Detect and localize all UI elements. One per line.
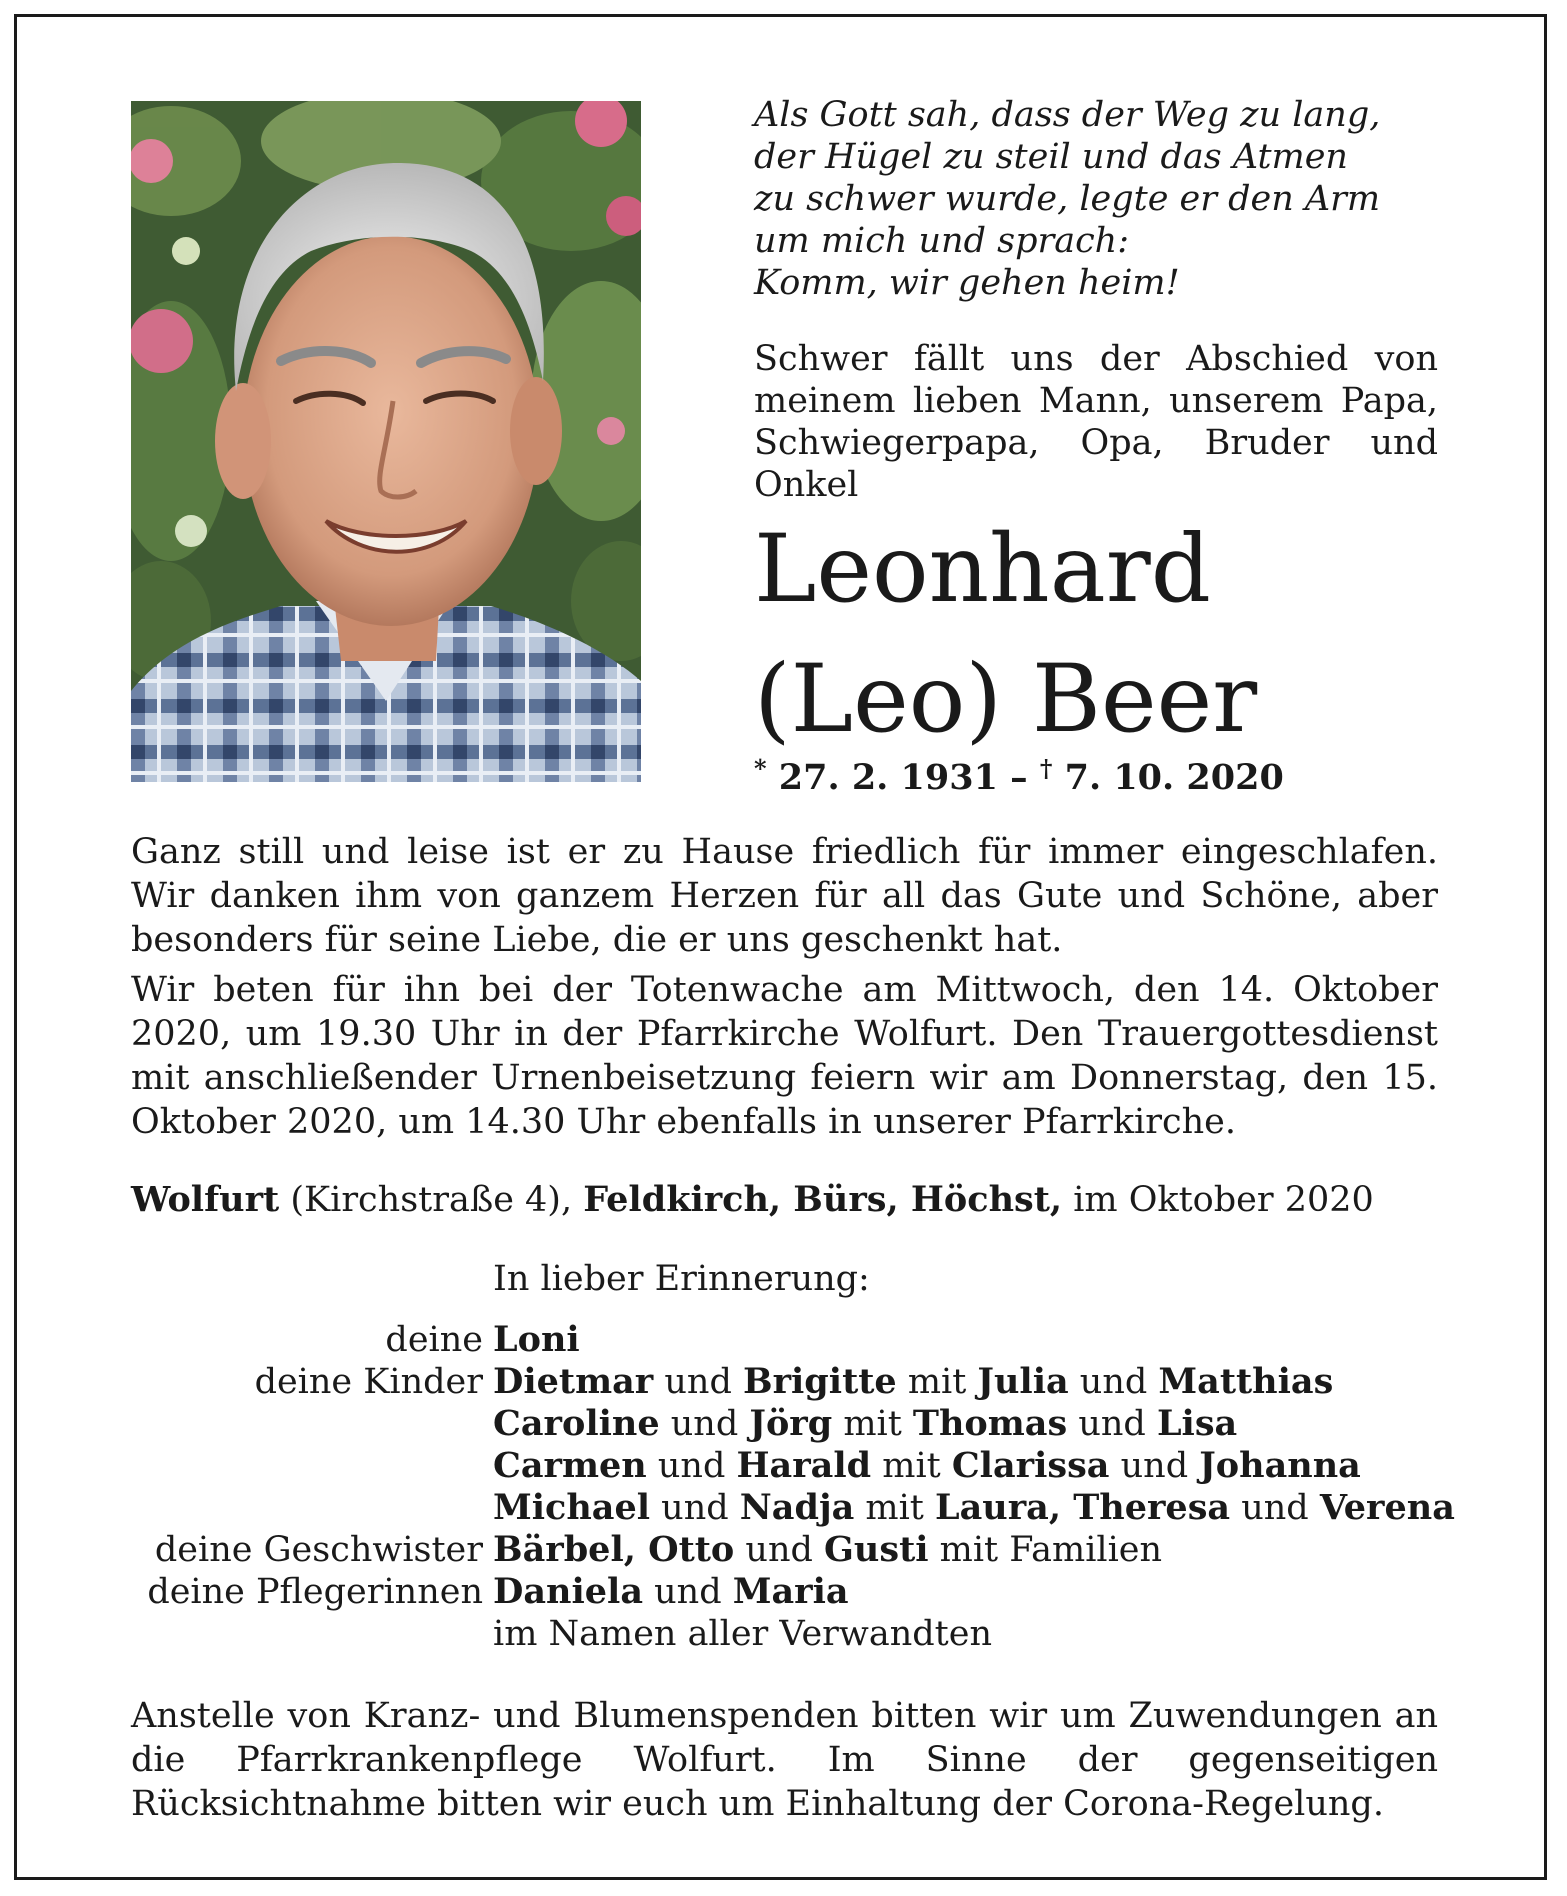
place-town: Wolfurt	[131, 1179, 280, 1220]
mourner-name: Johanna	[1199, 1445, 1361, 1486]
relation-label: deine Geschwister	[154, 1530, 483, 1570]
mourner-name: Gusti	[824, 1529, 929, 1570]
mourner-name: Loni	[493, 1319, 580, 1360]
paragraph-passing: Ganz still und leise ist er zu Hause friedlich für immer eingeschlafen. Wir danken ihm von ganzem Herzen für all das Gute und Schöne, aber besonders für seine Liebe, die er uns geschenkt hat.	[131, 832, 1438, 960]
mourner-name: Maria	[732, 1571, 849, 1612]
connector-text: und	[650, 1488, 740, 1528]
poem: Als Gott sah, dass der Weg zu lang, der Hügel zu steil und das Atmen zu schwer wurde, legte er den Arm um mich und sprach: Komm, wir gehen heim!	[754, 95, 1381, 303]
relation-names	[493, 1487, 1455, 1529]
mourner-name: Thomas	[912, 1403, 1068, 1444]
relation-label: deine	[385, 1320, 483, 1360]
mourner-name: Carmen	[493, 1445, 647, 1486]
remembrance-block	[131, 1258, 1455, 1655]
portrait-illustration	[131, 101, 641, 782]
mourner-name: Brigitte	[742, 1361, 897, 1402]
deceased-name	[754, 505, 1257, 765]
mourner-name: Jörg	[749, 1403, 833, 1444]
relation-names	[493, 1445, 1361, 1487]
relation-names	[493, 1361, 1333, 1403]
mourner-name: Dietmar	[493, 1361, 654, 1402]
remembrance-list	[131, 1319, 1455, 1655]
connector-text: und	[1230, 1488, 1320, 1528]
connector-text: und	[643, 1572, 733, 1612]
relation-label: deine Pflegerinnen	[147, 1572, 483, 1612]
connector-text: und	[1067, 1404, 1157, 1444]
portrait-photo	[131, 101, 641, 782]
remembrance-row	[131, 1487, 1455, 1529]
mourner-name: Caroline	[493, 1403, 660, 1444]
connector-text: mit Familien	[928, 1530, 1163, 1570]
mourner-name: Bärbel, Otto	[493, 1529, 735, 1570]
connector-text: und	[659, 1404, 750, 1444]
place-date: im Oktober 2020	[1062, 1180, 1374, 1220]
mourner-name: Daniela	[493, 1571, 644, 1612]
remembrance-row	[131, 1361, 1451, 1403]
remembrance-title: In lieber Erinnerung:	[493, 1259, 870, 1299]
connector-text: und	[1109, 1446, 1200, 1486]
name-line-2: (Leo) Beer	[754, 645, 1258, 754]
connector-text: mit	[832, 1404, 913, 1444]
connector-text: im Namen aller Verwandten	[493, 1614, 992, 1654]
birth-symbol: *	[754, 754, 767, 783]
date-dash: –	[997, 757, 1040, 798]
place-line	[131, 1178, 1374, 1222]
life-dates	[754, 748, 1284, 799]
death-symbol: †	[1039, 754, 1053, 783]
mourner-name: Clarissa	[951, 1445, 1110, 1486]
mourner-name: Michael	[493, 1487, 651, 1528]
mourner-name: Julia	[977, 1361, 1069, 1402]
mourner-name: Nadja	[739, 1487, 855, 1528]
relation-label	[131, 1403, 493, 1445]
connector-text: mit	[871, 1446, 952, 1486]
relation-label	[131, 1487, 493, 1529]
death-date: 7. 10. 2020	[1064, 757, 1284, 798]
remembrance-row	[131, 1571, 1451, 1613]
remembrance-row	[131, 1529, 1451, 1571]
intro-text: Schwer fällt uns der Abschied von meinem lieben Mann, unserem Papa, Schwiegerpapa, Opa, Bruder und Onkel	[754, 339, 1438, 505]
paragraph-services: Wir beten für ihn bei der Totenwache am Mittwoch, den 14. Oktober 2020, um 19.30 Uhr in der Pfarrkirche Wolfurt. Den Trauergottesdienst mit anschließender Urnenbeisetzung feiern wir am Donnerstag, den 15. Oktober 2020, um 14.30 Uhr ebenfalls in unserer Pfarrkirche.	[131, 970, 1438, 1142]
remembrance-row	[131, 1319, 1451, 1361]
connector-text: und	[734, 1530, 825, 1570]
connector-text: mit	[896, 1362, 978, 1402]
place-other-towns: Feldkirch, Bürs, Höchst,	[583, 1179, 1063, 1220]
connector-text: und	[653, 1362, 743, 1402]
remembrance-row	[131, 1403, 1451, 1445]
connector-text: und	[1068, 1362, 1159, 1402]
mourner-name: Harald	[736, 1445, 872, 1486]
connector-text: und	[646, 1446, 737, 1486]
mourner-name: Lisa	[1156, 1403, 1238, 1444]
relation-names	[493, 1319, 580, 1361]
relation-names	[493, 1613, 992, 1655]
relation-names	[493, 1571, 849, 1613]
remembrance-row	[131, 1445, 1451, 1487]
place-address: (Kirchstraße 4),	[279, 1180, 584, 1220]
relation-names	[493, 1403, 1237, 1445]
mourner-name: Verena	[1319, 1487, 1455, 1528]
name-line-1: Leonhard	[754, 515, 1211, 624]
relation-label	[131, 1445, 493, 1487]
birth-date: 27. 2. 1931	[778, 757, 998, 798]
relation-label	[131, 1613, 493, 1655]
connector-text: mit	[854, 1488, 935, 1528]
remembrance-row	[131, 1613, 1451, 1655]
mourner-name: Matthias	[1158, 1361, 1334, 1402]
closing-text: Anstelle von Kranz- und Blumenspenden bitten wir um Zuwendungen an die Pfarrkrankenpflege Wolfurt. Im Sinne der gegenseitigen Rücksichtnahme bitten wir euch um Einhaltung der Corona-Regelung.	[131, 1696, 1438, 1824]
relation-names	[493, 1529, 1162, 1571]
mourner-name: Laura, Theresa	[935, 1487, 1231, 1528]
relation-label: deine Kinder	[254, 1362, 483, 1402]
